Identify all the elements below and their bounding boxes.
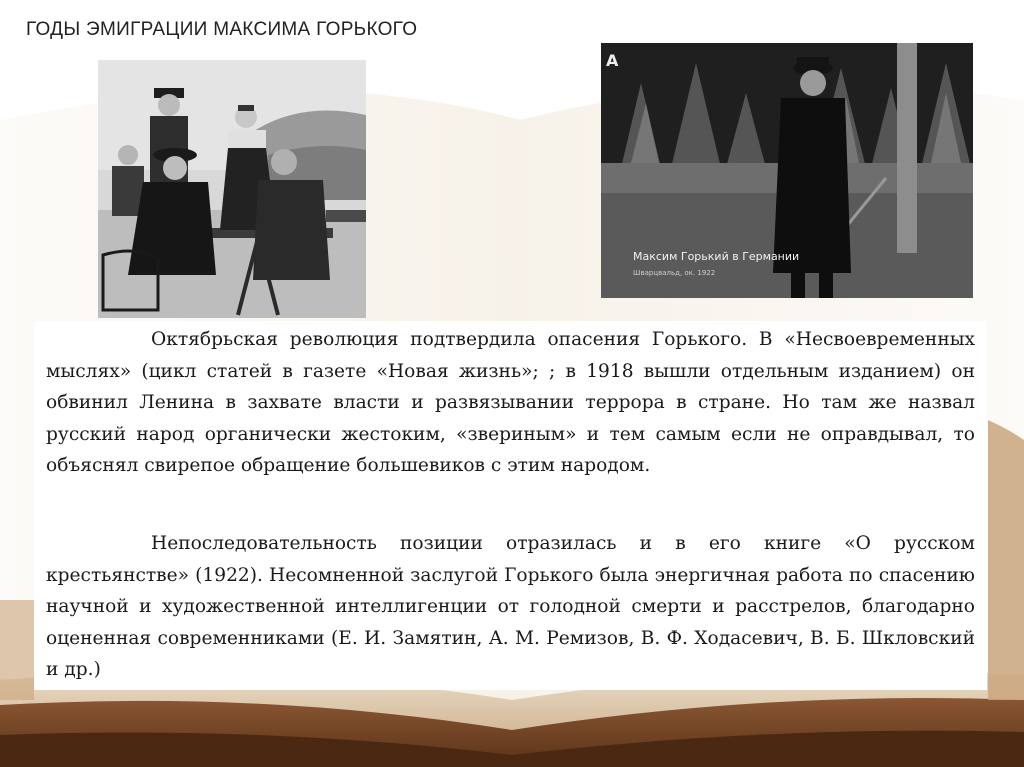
photo-corner-mark: А [606, 51, 619, 70]
paragraph-2: Непоследовательность позиции отразилась и в его книге «О русском крестьянстве» (1922). Несомненной заслугой Горького была энергичная работа по спасению научной и художественной интеллигенции от голодной смерти и расстрелов, благодарно оцененная современниками (Е. И. Замятин, А. М. Ремизов, В. Ф. Ходасевич, В. Б. Шкловский и др.) [46, 533, 975, 680]
slide-title: ГОДЫ ЭМИГРАЦИИ МАКСИМА ГОРЬКОГО [26, 19, 418, 40]
chess-players-photo [98, 60, 366, 318]
chess-players-illustration [98, 60, 366, 318]
paragraph-1: Октябрьская революция подтвердила опасения Горького. В «Несвоевременных мыслях» (цикл статей в газете «Новая жизнь»; ; в 1918 вышли отдельным изданием) он обвинил Ленина в захвате власти и развязывании террора в стране. Но там же назвал русский народ органически жестоким, «звериным» и тем самым если не оправдывал, то объяснял свирепое обращение большевиков с этим народом. [46, 329, 975, 476]
photo-caption: Максим Горький в Германии [633, 250, 800, 263]
gorky-in-snow-photo [601, 43, 973, 298]
photo-subcaption: Шварцвальд, ок. 1922 [633, 269, 716, 277]
text-panel [34, 321, 987, 690]
